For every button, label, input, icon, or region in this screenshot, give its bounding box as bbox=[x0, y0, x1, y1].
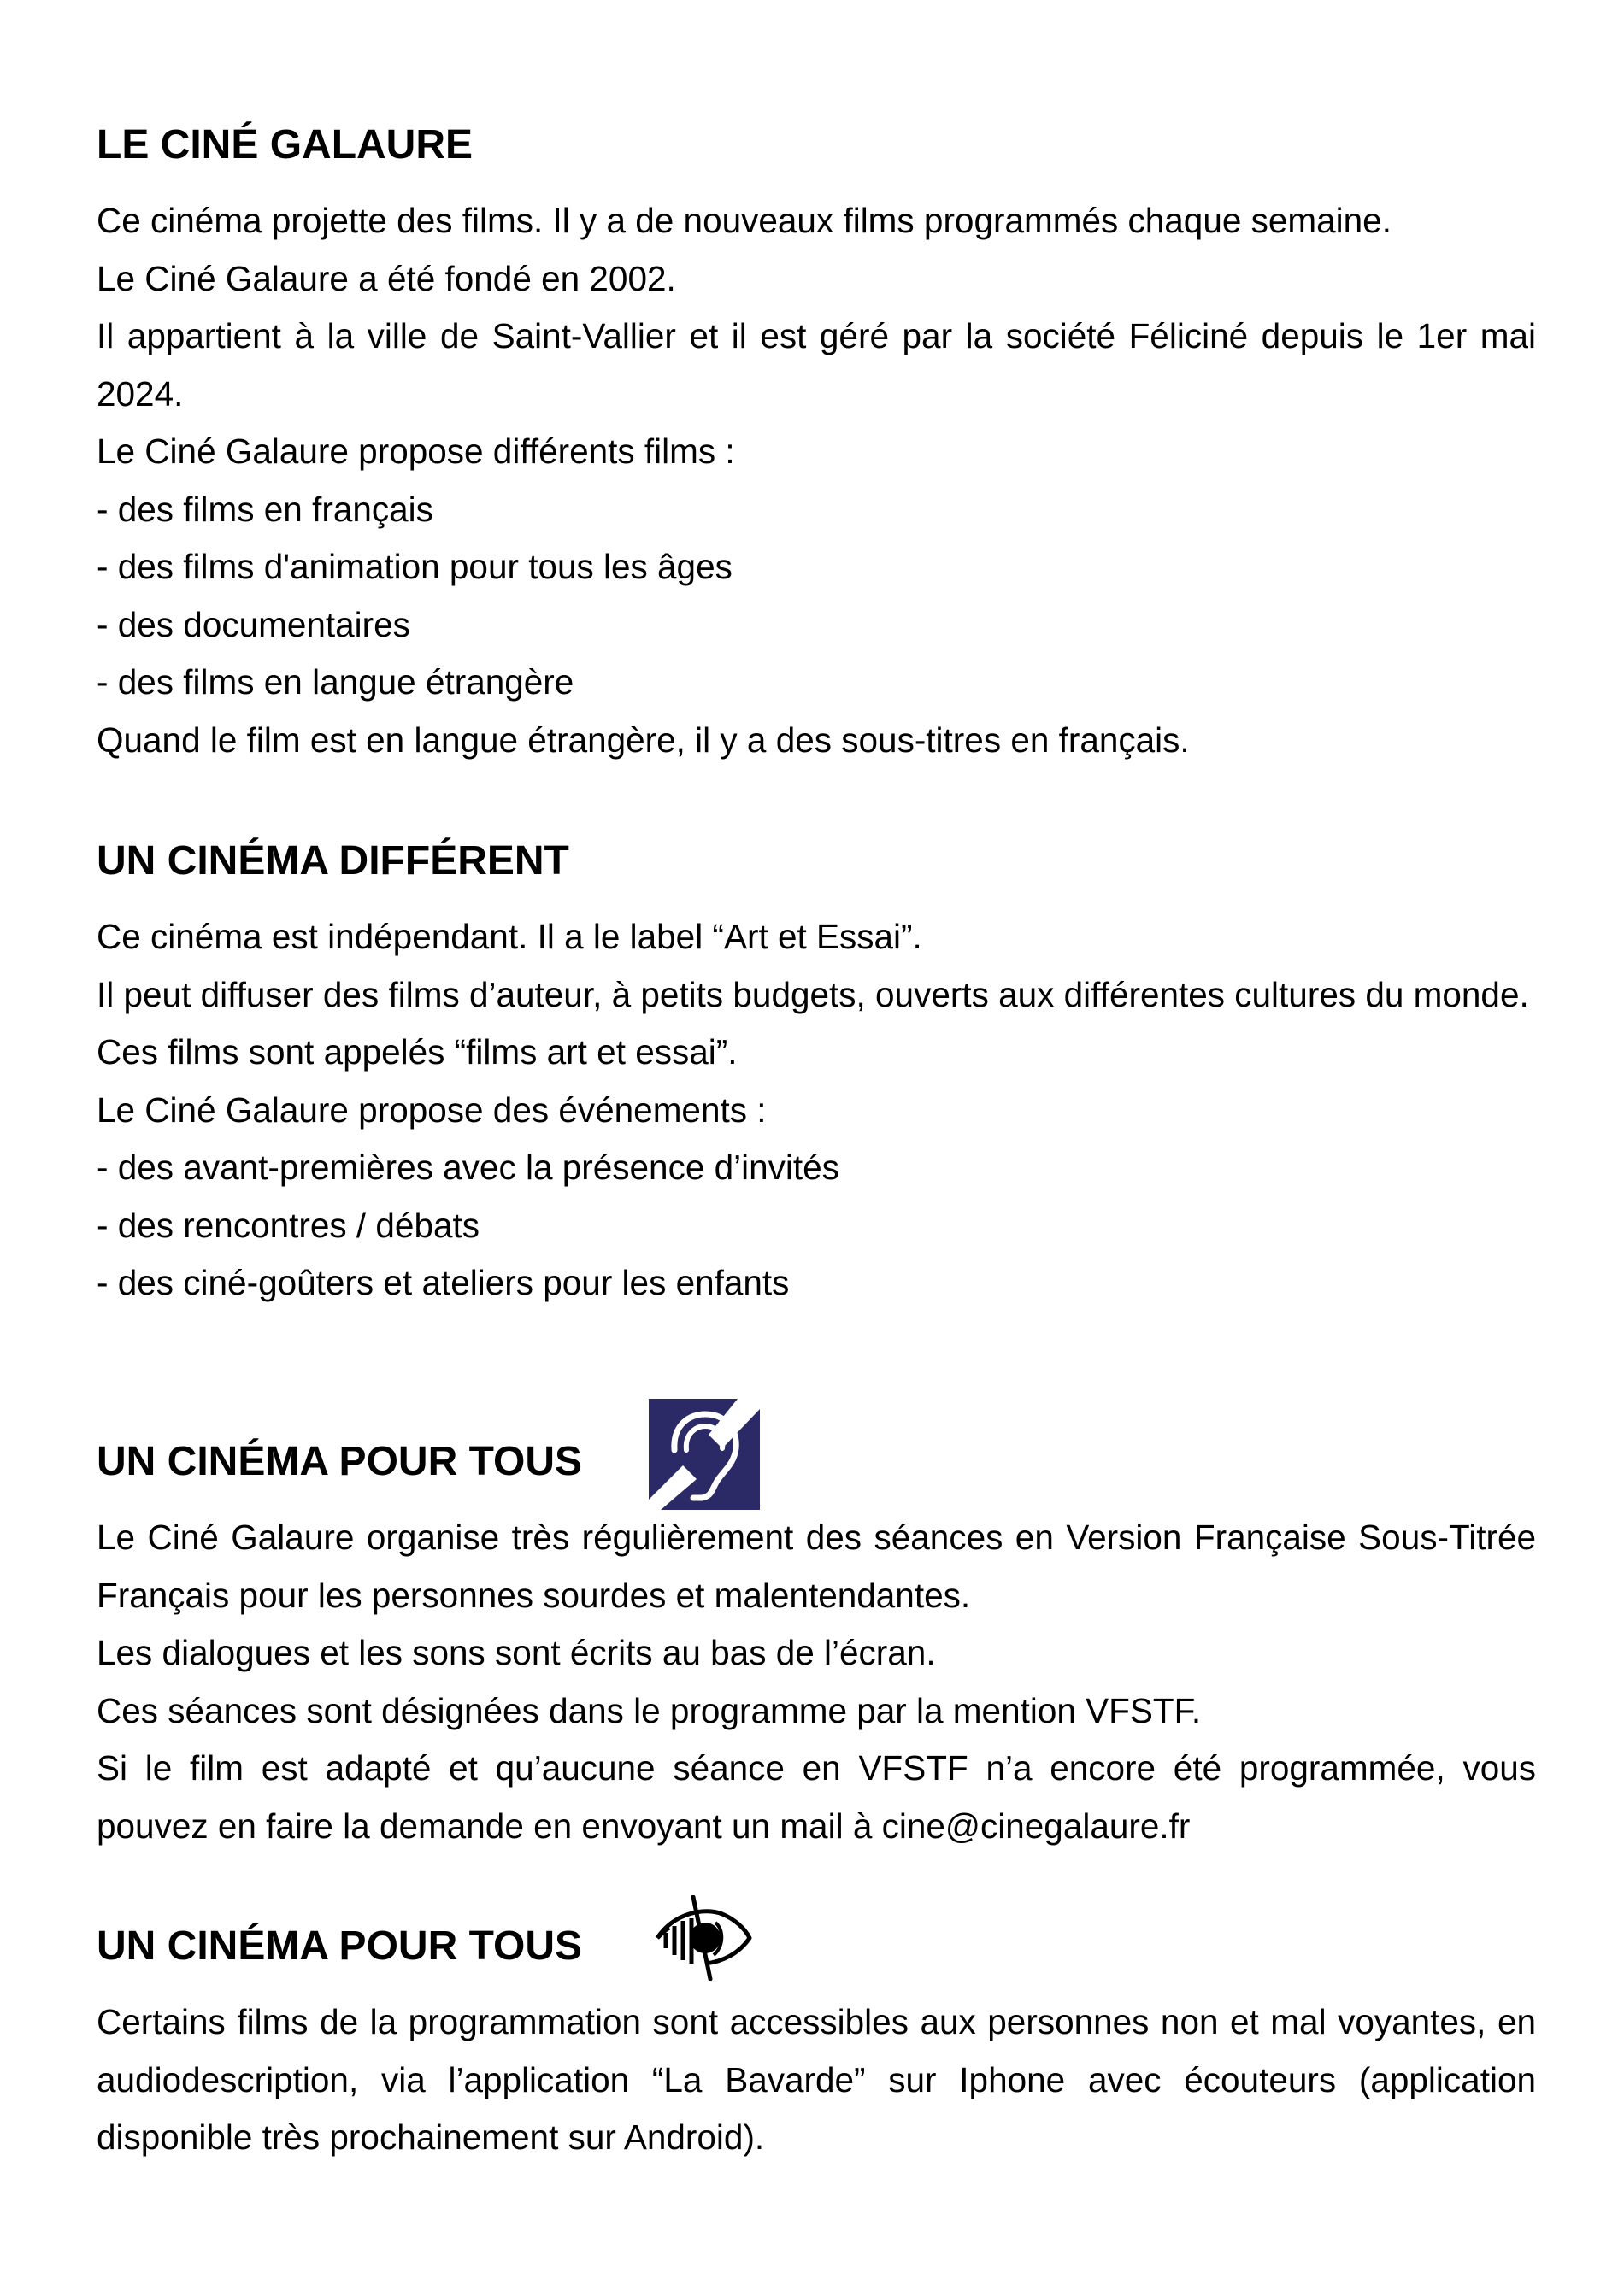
paragraph-with-email: Si le film est adapté et qu’aucune séance en VFSTF n’a encore été programmée, vous pouvez en faire la demande en envoyant un mail à cine@cinegalaure.fr bbox=[97, 1748, 1536, 1846]
list-item: - des films en langue étrangère bbox=[97, 662, 574, 702]
section-cinema-pour-tous-malentendants bbox=[97, 1436, 1536, 1855]
list-item: - des films d'animation pour tous les âges bbox=[97, 547, 733, 586]
section-le-cine-galaure bbox=[97, 120, 1536, 769]
paragraph: Le Ciné Galaure propose des événements : bbox=[97, 1089, 767, 1130]
section-body bbox=[97, 192, 1536, 769]
paragraph: Les dialogues et les sons sont écrits au bas de l’écran. bbox=[97, 1633, 936, 1672]
paragraph: Il peut diffuser des films d’auteur, à petits budgets, ouverts aux différentes cultures du monde. bbox=[97, 974, 1529, 1014]
section-heading bbox=[97, 1436, 1536, 1488]
section-body bbox=[97, 1994, 1536, 2167]
section-title: LE CINÉ GALAURE bbox=[97, 122, 474, 167]
section-un-cinema-different bbox=[97, 836, 1536, 1312]
section-title: UN CINÉMA POUR TOUS bbox=[97, 1923, 583, 1969]
list-item: - des films en français bbox=[97, 489, 433, 529]
section-heading bbox=[97, 1921, 1536, 1972]
paragraph: Ce cinéma est indépendant. Il a le label “Art et Essai”. bbox=[97, 917, 922, 956]
paragraph: Le Ciné Galaure organise très régulièrement des séances en Version Française Sous-Titrée Français pour les personnes sourdes et malentendantes. bbox=[97, 1518, 1536, 1615]
section-title: UN CINÉMA POUR TOUS bbox=[97, 1439, 583, 1484]
paragraph: Ces films sont appelés “films art et essai”. bbox=[97, 1032, 738, 1072]
list-item: - des ciné-goûters et ateliers pour les enfants bbox=[97, 1263, 790, 1302]
visually-impaired-eye-icon bbox=[654, 1895, 755, 1981]
section-heading bbox=[97, 836, 1536, 887]
paragraph: Quand le film est en langue étrangère, il y a des sous-titres en français. bbox=[97, 719, 1190, 760]
section-body bbox=[97, 1509, 1536, 1855]
section-heading bbox=[97, 120, 1536, 171]
paragraph: Ces séances sont désignées dans le programme par la mention VFSTF. bbox=[97, 1690, 1202, 1730]
section-body bbox=[97, 908, 1536, 1312]
paragraph: Certains films de la programmation sont accessibles aux personnes non et mal voyantes, en audiodescription, via l’application “La Bavarde” sur Iphone avec écouteurs (application disponible très prochainement sur Android). bbox=[97, 2002, 1536, 2157]
hearing-impaired-ear-icon bbox=[649, 1399, 760, 1510]
list-item: - des rencontres / débats bbox=[97, 1205, 480, 1245]
section-cinema-pour-tous-malvoyants bbox=[97, 1921, 1536, 2167]
paragraph: Il appartient à la ville de Saint-Vallier et il est géré par la société Féliciné depuis le 1er mai 2024. bbox=[97, 316, 1536, 414]
list-item: - des documentaires bbox=[97, 604, 410, 644]
paragraph: Le Ciné Galaure a été fondé en 2002. bbox=[97, 258, 676, 298]
paragraph: Le Ciné Galaure propose différents films : bbox=[97, 432, 735, 471]
section-title: UN CINÉMA DIFFÉRENT bbox=[97, 838, 569, 884]
paragraph: Ce cinéma projette des films. Il y a de nouveaux films programmés chaque semaine. bbox=[97, 201, 1392, 240]
list-item: - des avant-premières avec la présence d’invités bbox=[97, 1148, 839, 1187]
